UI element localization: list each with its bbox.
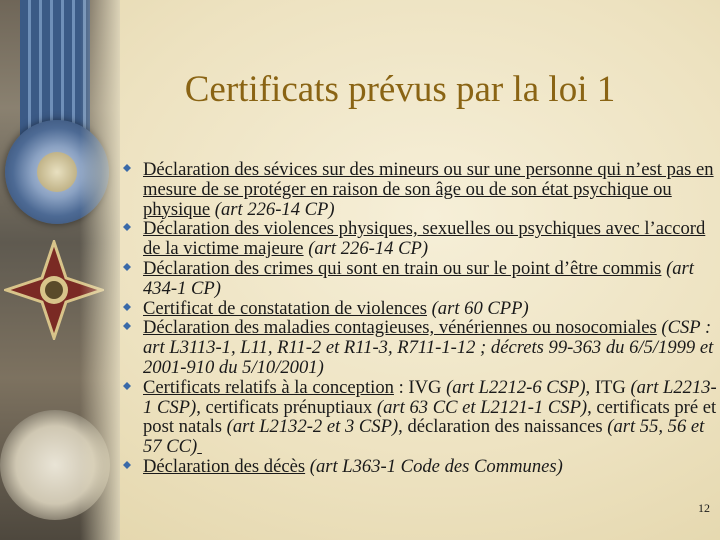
diamond-bullet-icon	[123, 461, 131, 469]
list-item: Déclaration des violences physiques, sexuelles ou psychiques avec l’accord de la victime majeure (art 226-14 CP)	[118, 219, 718, 259]
slide-title: Certificats prévus par la loi 1	[184, 69, 616, 110]
diamond-bullet-icon	[123, 322, 131, 330]
list-item: Certificats relatifs à la conception : IVG (art L2212-6 CSP), ITG (art L2213-1 CSP), certificats prénuptiaux (art 63 CC et L2121-1 CSP), certificats pré et post natals (art L2132-2 et 3 CSP), déclaration des naissances (art 55, 56 et 57 CC)	[118, 378, 718, 457]
list-item: Déclaration des crimes qui sont en train ou sur le point d’être commis (art 434-1 CP)	[118, 259, 718, 299]
diamond-bullet-icon	[123, 164, 131, 172]
diamond-bullet-icon	[123, 303, 131, 311]
page-number: 12	[698, 501, 710, 515]
decorative-medals-image	[0, 0, 120, 540]
list-item: Certificat de constatation de violences (art 60 CPP)	[118, 299, 718, 319]
diamond-bullet-icon	[123, 263, 131, 271]
bullet-list	[118, 160, 718, 477]
list-item: Déclaration des sévices sur des mineurs ou sur une personne qui n’est pas en mesure de se protéger en raison de son âge ou de son état psychique ou physique (art 226-14 CP)	[118, 160, 718, 219]
diamond-bullet-icon	[123, 223, 131, 231]
diamond-bullet-icon	[123, 382, 131, 390]
list-item: Déclaration des maladies contagieuses, vénériennes ou nosocomiales (CSP : art L3113-1, L11, R11-2 et R11-3, R711-1-12 ; décrets 99-363 du 6/5/1999 et 2001-910 du 5/10/2001)	[118, 318, 718, 377]
list-item: Déclaration des décès (art L363-1 Code des Communes)	[118, 457, 718, 477]
